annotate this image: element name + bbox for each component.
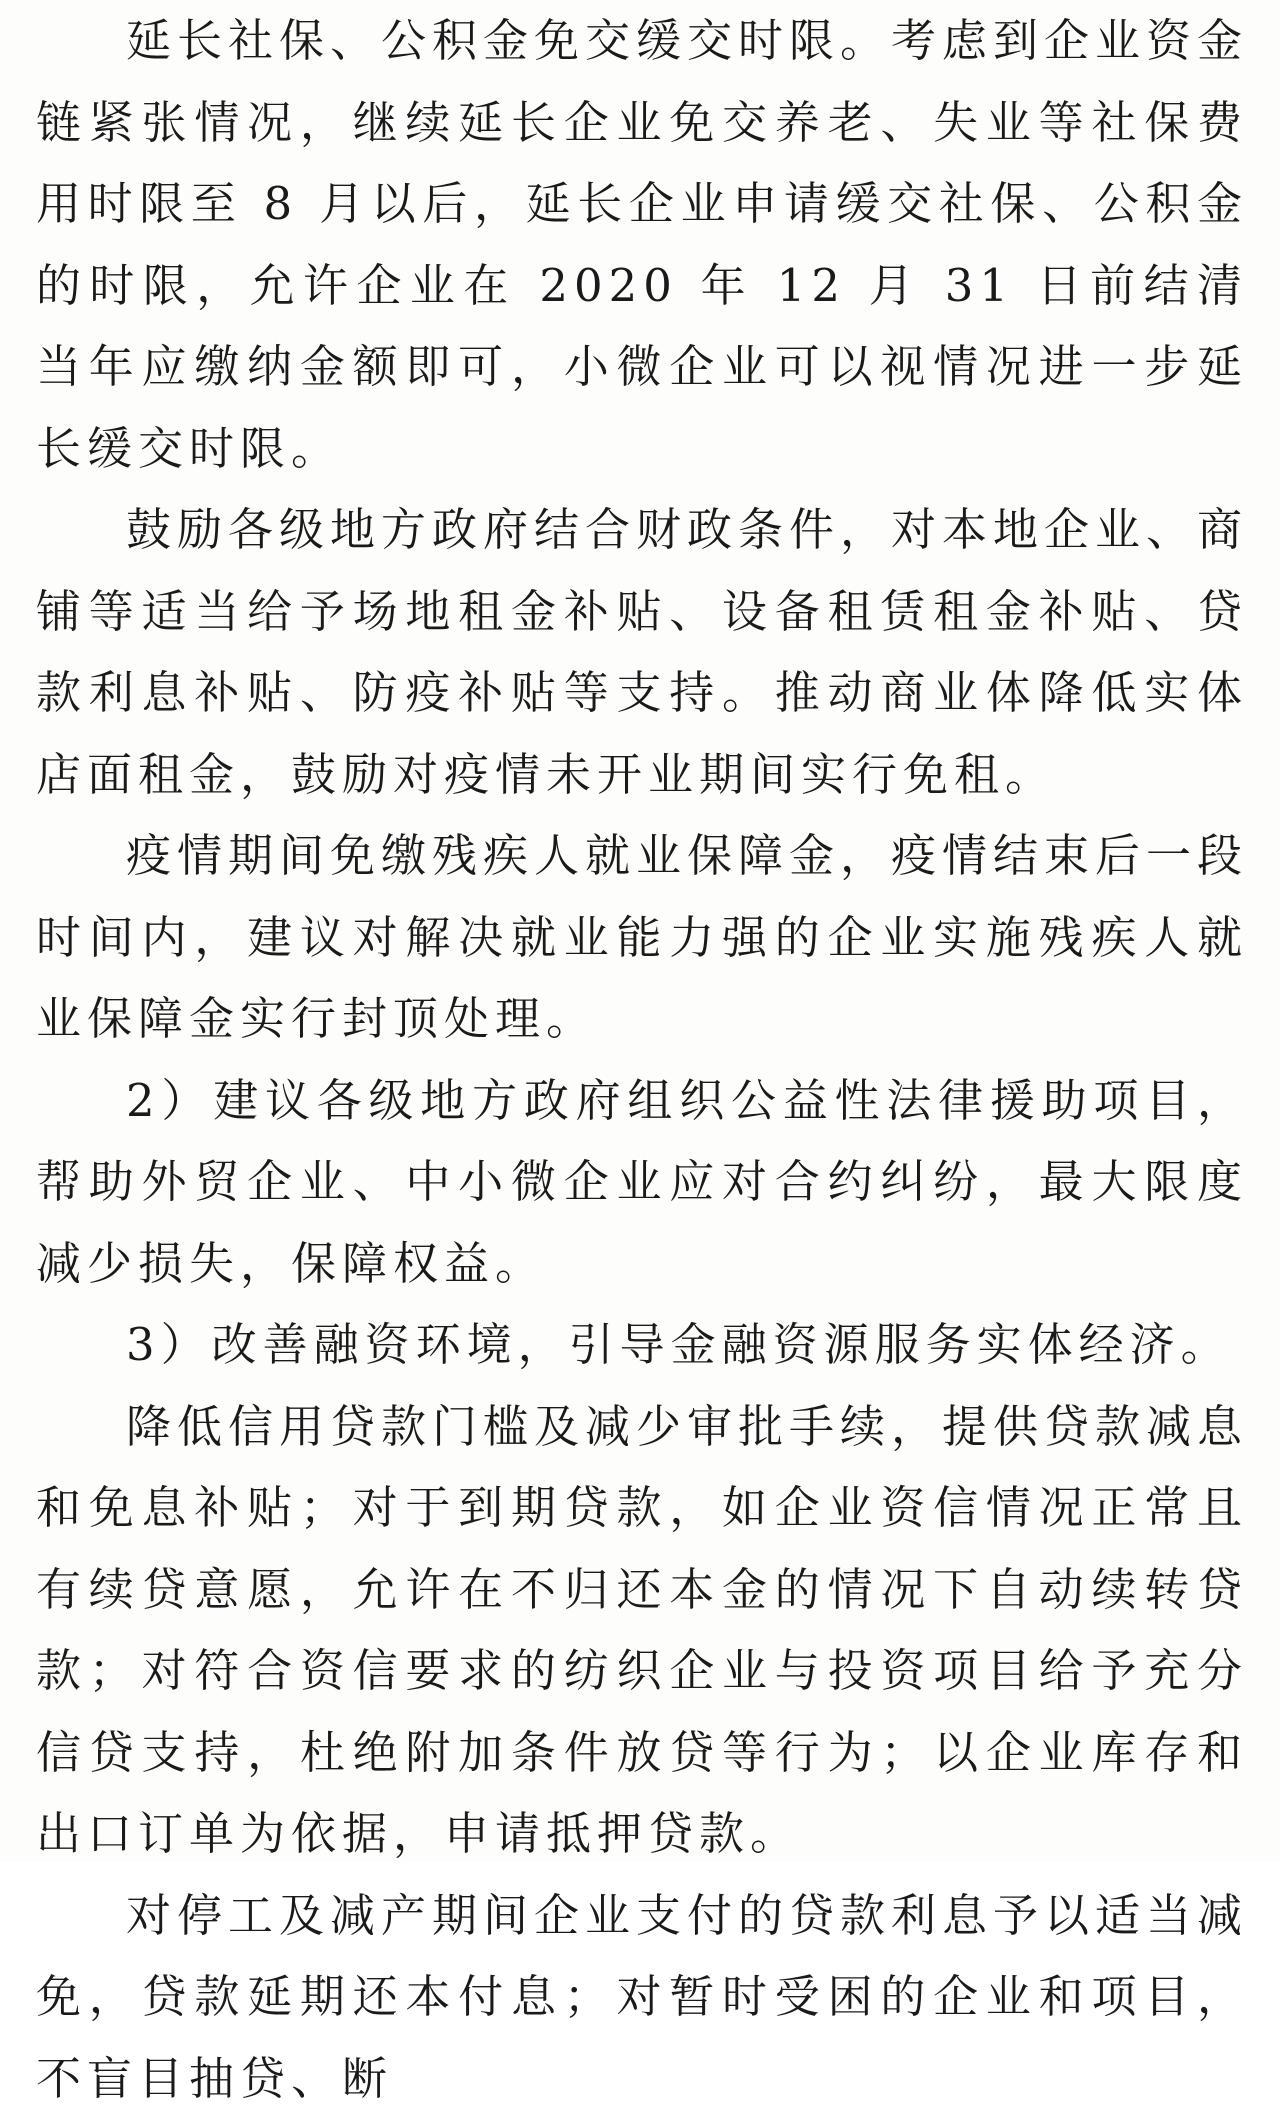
paragraph-financing-heading: 3）改善融资环境，引导金融资源服务实体经济。 — [36, 1304, 1248, 1386]
paragraph-social-security-deferral: 延长社保、公积金免交缓交时限。考虑到企业资金链紧张情况，继续延长企业免交养老、失业等社保费用时限至 8 月以后，延长企业申请缓交社保、公积金的时限，允许企业在 2020 年 12 月 31 日前结清当年应缴纳金额即可，小微企业可以视情况进一步延长缓交时限。 — [36, 0, 1248, 489]
document-body — [36, 0, 1248, 2119]
paragraph-disability-fund: 疫情期间免缴残疾人就业保障金，疫情结束后一段时间内，建议对解决就业能力强的企业实施残疾人就业保障金实行封顶处理。 — [36, 815, 1248, 1060]
paragraph-legal-aid: 2）建议各级地方政府组织公益性法律援助项目，帮助外贸企业、中小微企业应对合约纠纷，最大限度减少损失，保障权益。 — [36, 1060, 1248, 1305]
paragraph-credit-loans: 降低信用贷款门槛及减少审批手续，提供贷款减息和免息补贴；对于到期贷款，如企业资信情况正常且有续贷意愿，允许在不归还本金的情况下自动续转贷款；对符合资信要求的纺织企业与投资项目给予充分信贷支持，杜绝附加条件放贷等行为；以企业库存和出口订单为依据，申请抵押贷款。 — [36, 1386, 1248, 1875]
paragraph-loan-interest-relief: 对停工及减产期间企业支付的贷款利息予以适当减免，贷款延期还本付息；对暂时受困的企业和项目，不盲目抽贷、断 — [36, 1875, 1248, 2119]
paragraph-rent-subsidy: 鼓励各级地方政府结合财政条件，对本地企业、商铺等适当给予场地租金补贴、设备租赁租金补贴、贷款利息补贴、防疫补贴等支持。推动商业体降低实体店面租金，鼓励对疫情未开业期间实行免租。 — [36, 489, 1248, 815]
